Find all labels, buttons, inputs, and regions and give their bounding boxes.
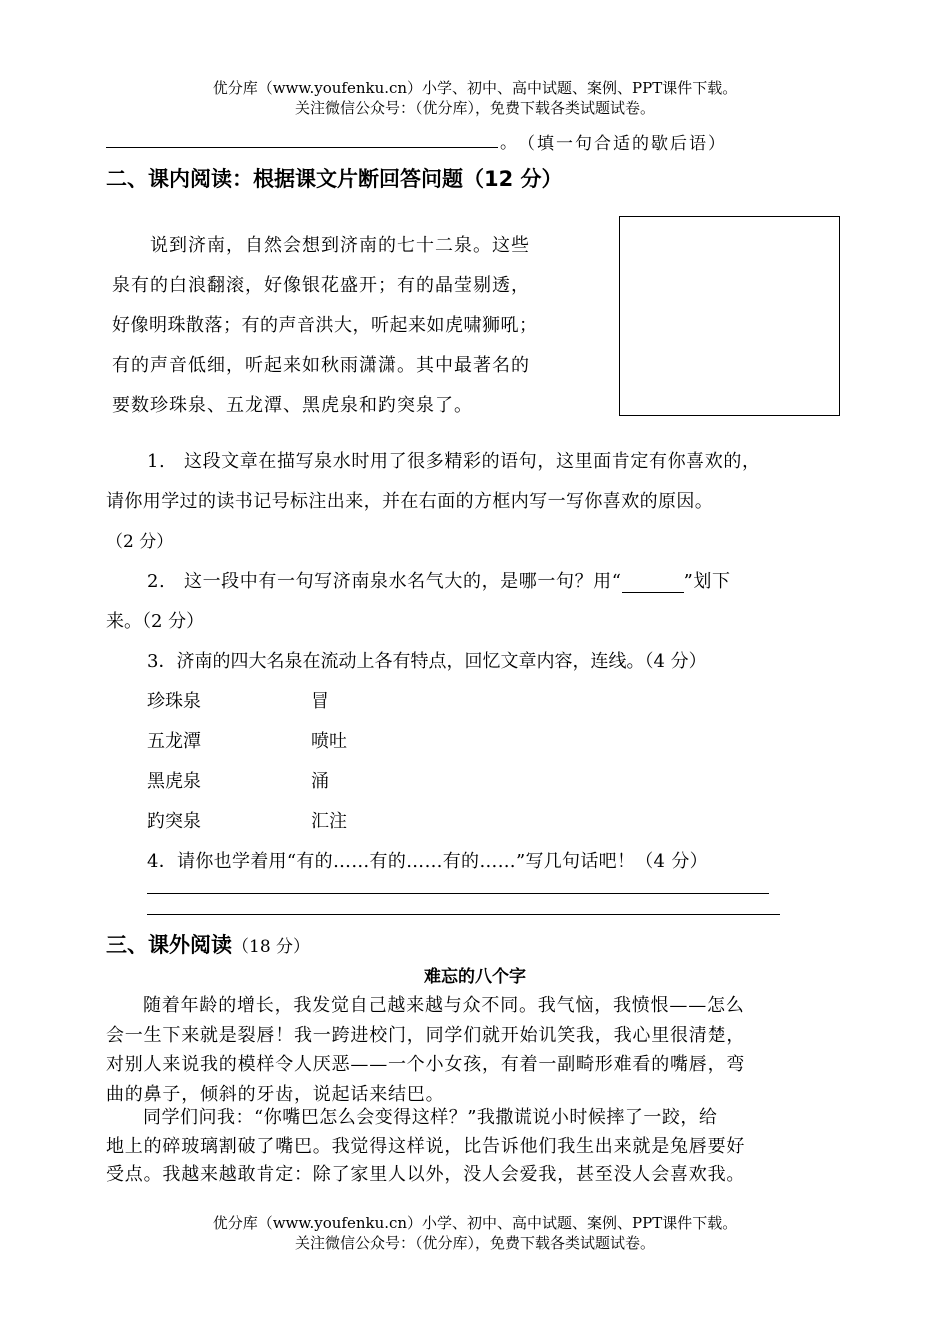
passage-line: 要数珍珠泉、五龙潭、黑虎泉和趵突泉了。 [112,395,473,416]
passage-line: 好像明珠散落；有的声音洪大，听起来如虎啸狮吼； [112,315,538,336]
spring-name: 珍珠泉 [147,691,201,712]
spring-name: 五龙潭 [147,731,201,752]
passage-line: 有的声音低细，听起来如秋雨潇潇。其中最著名的 [112,355,530,376]
answer-line [147,914,780,915]
section-3-score: （18 分） [232,937,311,957]
question-2-line [147,567,731,593]
story-line: 对别人来说我的模样令人厌恶——一个小女孩，有着一副畸形难看的嘴唇，弯 [106,1054,746,1075]
question-4: 4．请你也学着用“有的……有的……有的……”写几句话吧！（4 分） [147,851,708,872]
story-line: 受点。我越来越敢肯定：除了家里人以外，没人会爱我，甚至没人会喜欢我。 [106,1164,746,1185]
flow-verb: 涌 [311,771,329,792]
story-line: 曲的鼻子，倾斜的牙齿，说起话来结巴。 [106,1084,445,1105]
header-line-1: 优分库（www.youfenku.cn）小学、初中、高中试题、案例、PPT课件下载。 [212,79,738,97]
flow-verb: 喷吐 [311,731,347,752]
question-1-score: （2 分） [106,532,174,552]
question-2-end: 来。（2 分） [106,611,205,632]
fill-note: （填一句合适的歇后语） [518,134,727,154]
story-title: 难忘的八个字 [424,967,526,987]
question-2-text-b: ”划下 [683,571,731,592]
section-3-title: 三、课外阅读 [106,933,232,957]
question-1-line: 请你用学过的读书记号标注出来，并在右面的方框内写一写你喜欢的原因。 [106,491,714,512]
header-line-2: 关注微信公众号：（优分库），免费下载各类试题试卷。 [294,99,655,117]
section-2-title: 二、课内阅读：根据课文片断回答问题（12 分） [106,167,563,191]
answer-line-proverb [106,147,498,148]
passage-line: 泉有的白浪翻滚，好像银花盛开；有的晶莹剔透， [112,275,530,296]
story-line: 同学们问我：“你嘴巴怎么会变得这样？”我撒谎说小时候摔了一跤，给 [143,1107,718,1128]
footer-line-2: 关注微信公众号：（优分库），免费下载各类试题试卷。 [294,1234,655,1252]
underline-blank [622,574,684,593]
story-line: 地上的碎玻璃割破了嘴巴。我觉得这样说，比告诉他们我生出来就是兔唇要好 [106,1136,746,1157]
story-line: 随着年龄的增长，我发觉自己越来越与众不同。我气恼，我愤恨——怎么 [143,995,745,1016]
footer-line-1: 优分库（www.youfenku.cn）小学、初中、高中试题、案例、PPT课件下载。 [212,1214,738,1232]
passage-line: 说到济南，自然会想到济南的七十二泉。这些 [150,235,530,256]
answer-box[interactable] [619,216,840,416]
question-3: 3．济南的四大名泉在流动上各有特点，回忆文章内容，连线。（4 分） [147,651,707,672]
spring-name: 趵突泉 [147,811,201,832]
flow-verb: 汇注 [311,811,347,832]
story-line: 会一生下来就是裂唇！我一跨进校门，同学们就开始讥笑我，我心里很清楚， [106,1025,746,1046]
answer-line [147,893,769,894]
flow-verb: 冒 [311,691,329,712]
question-2-text-a: 2. 这一段中有一句写济南泉水名气大的，是哪一句？用“ [147,571,622,592]
spring-name: 黑虎泉 [147,771,201,792]
section-3-heading [106,929,310,959]
fill-period: 。 [500,133,517,153]
question-1-line: 1. 这段文章在描写泉水时用了很多精彩的语句，这里面肯定有你喜欢的， [147,451,761,472]
